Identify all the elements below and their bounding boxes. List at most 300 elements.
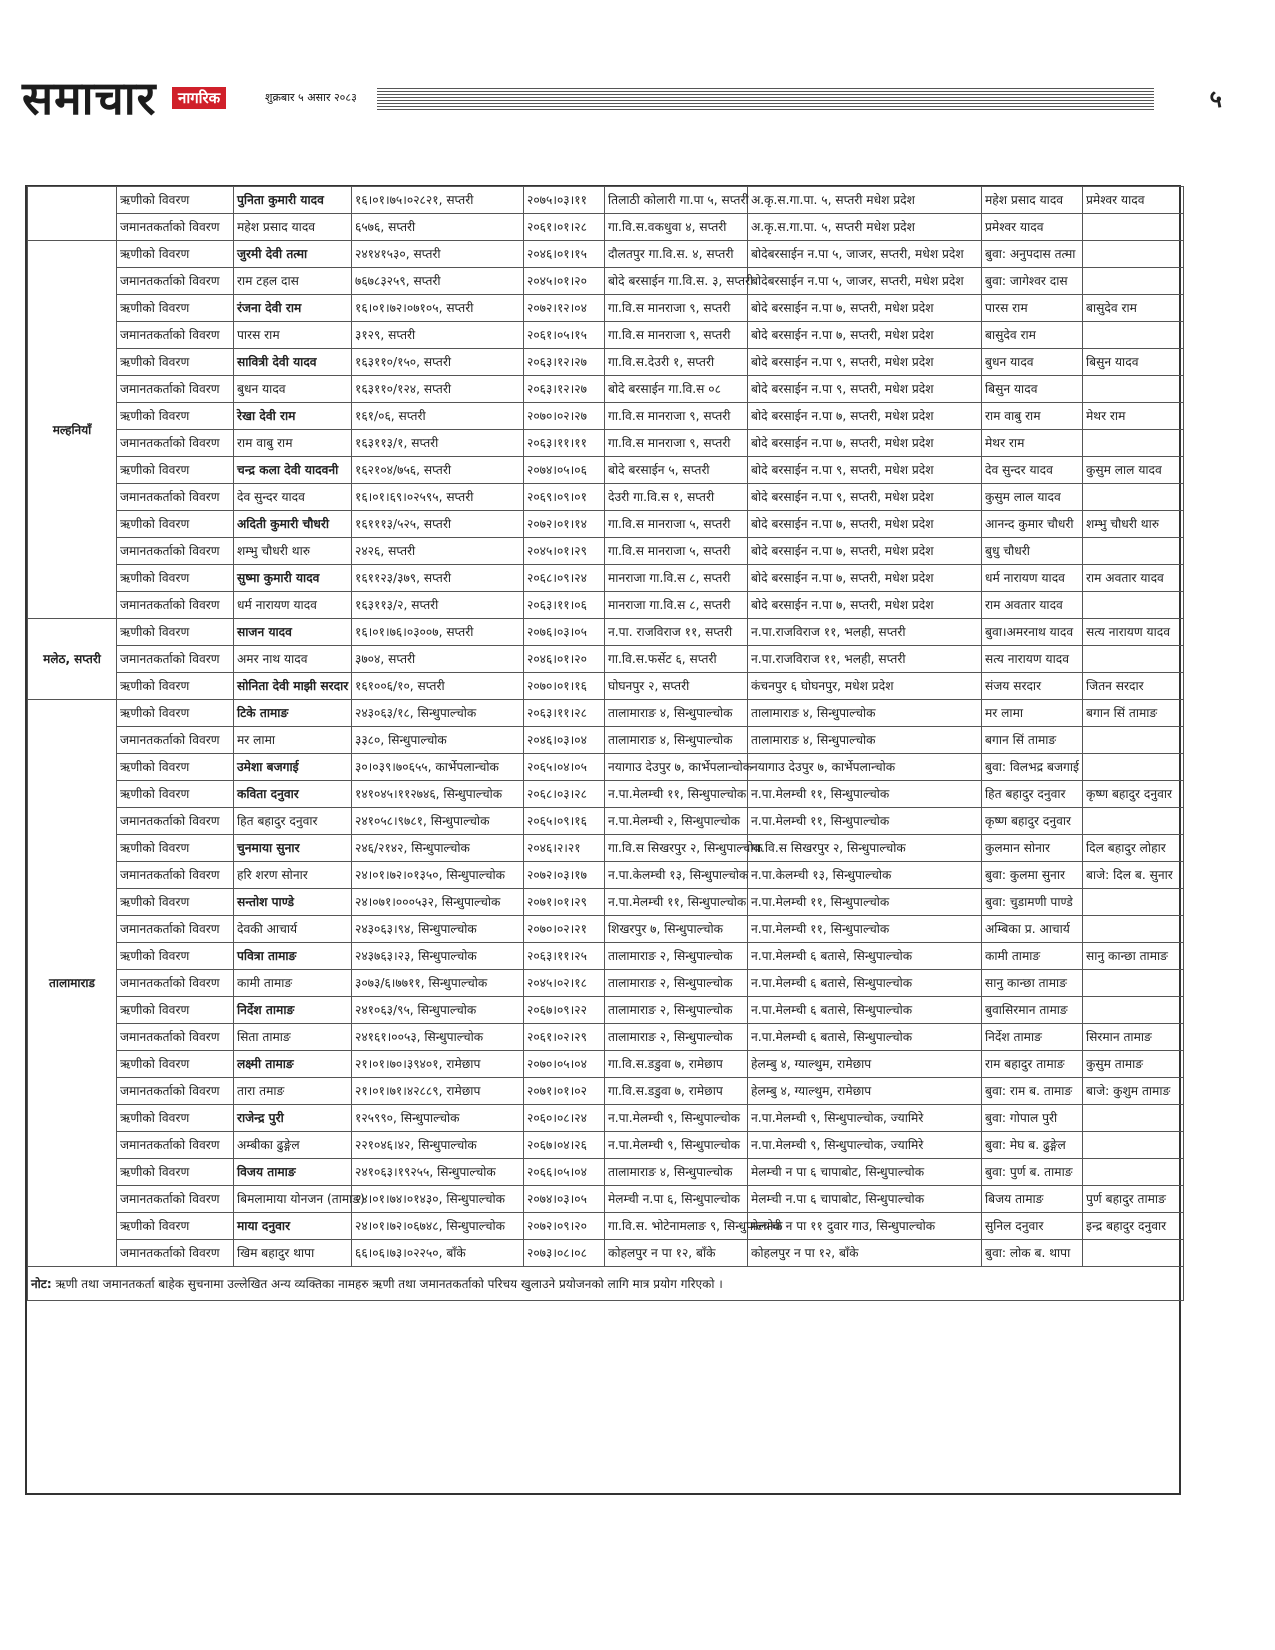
current-address-cell: न.पा.राजविराज ११, भलही, सप्तरी (748, 646, 982, 673)
relative-2-cell: इन्द्र बहादुर दनुवार (1083, 1213, 1184, 1240)
citizenship-id-cell: २४२६, सप्तरी (352, 538, 524, 565)
row-type-cell: ऋणीको विवरण (117, 1105, 234, 1132)
row-type-cell: जमानतकर्ताको विवरण (117, 484, 234, 511)
citizenship-id-cell: १२५९९०, सिन्धुपाल्चोक (352, 1105, 524, 1132)
relative-1-cell: बुवा: पुर्ण ब. तामाङ (982, 1159, 1083, 1186)
current-address-cell: मेलम्ची न.पा ६ चापाबोट, सिन्धुपाल्चोक (748, 1186, 982, 1213)
current-address-cell: बोदे बरसाईन न.पा ९, सप्तरी, मधेश प्रदेश (748, 484, 982, 511)
table-row (28, 1051, 1184, 1078)
issue-date-cell: २०७१।०१।२९ (524, 889, 605, 916)
current-address-cell: न.पा.मेलम्ची ९, सिन्धुपाल्चोक, ज्यामिरे (748, 1132, 982, 1159)
issue-date-cell: २०७२।०१।१४ (524, 511, 605, 538)
row-type-cell: ऋणीको विवरण (117, 457, 234, 484)
relative-1-cell: सुनिल दनुवार (982, 1213, 1083, 1240)
citizenship-id-cell: १६१००६/१०, सप्तरी (352, 673, 524, 700)
relative-2-cell (1083, 727, 1184, 754)
row-type-cell: ऋणीको विवरण (117, 187, 234, 214)
relative-1-cell: बुधु चौधरी (982, 538, 1083, 565)
person-name-cell: माया दनुवार (234, 1213, 352, 1240)
person-name-cell: साजन यादव (234, 619, 352, 646)
person-name-cell: हरि शरण सोनार (234, 862, 352, 889)
current-address-cell: न.पा.मेलम्ची ११, सिन्धुपाल्चोक (748, 916, 982, 943)
branch-region-cell: मलेठ, सप्तरी (28, 619, 117, 700)
person-name-cell: चुनमाया सुनार (234, 835, 352, 862)
permanent-address-cell: गा.वि.स. भोटेनामलाङ ९, सिन्धुपाल्चोक (605, 1213, 748, 1240)
current-address-cell: बोदे बरसाईन न.पा ७, सप्तरी, मधेश प्रदेश (748, 295, 982, 322)
citizenship-id-cell: ७६७८३२५९, सप्तरी (352, 268, 524, 295)
masthead (22, 70, 1222, 130)
current-address-cell: न.पा.मेलम्ची ६ बतासे, सिन्धुपाल्चोक (748, 1024, 982, 1051)
relative-2-cell (1083, 1132, 1184, 1159)
relative-1-cell: सत्य नारायण यादव (982, 646, 1083, 673)
current-address-cell: बोदे बरसाईन न.पा ७, सप्तरी, मधेश प्रदेश (748, 565, 982, 592)
table-row (28, 808, 1184, 835)
current-address-cell: न.पा.राजविराज ११, भलही, सप्तरी (748, 619, 982, 646)
row-type-cell: जमानतकर्ताको विवरण (117, 646, 234, 673)
permanent-address-cell: तिलाठी कोलारी गा.पा ५, सप्तरी (605, 187, 748, 214)
row-type-cell: जमानतकर्ताको विवरण (117, 1186, 234, 1213)
issue-date-cell: २०६७।०४।२६ (524, 1132, 605, 1159)
table-row (28, 916, 1184, 943)
relative-2-cell: कुसुम लाल यादव (1083, 457, 1184, 484)
table-row (28, 1105, 1184, 1132)
issue-date-cell: २०६१।०५।१५ (524, 322, 605, 349)
current-address-cell: बोदे बरसाईन न.पा ७, सप्तरी, मधेश प्रदेश (748, 592, 982, 619)
relative-2-cell: सिरमान तामाङ (1083, 1024, 1184, 1051)
table-row (28, 268, 1184, 295)
table-row (28, 592, 1184, 619)
person-name-cell: मर लामा (234, 727, 352, 754)
relative-2-cell (1083, 241, 1184, 268)
row-type-cell: ऋणीको विवरण (117, 1159, 234, 1186)
current-address-cell: न.पा.मेलम्ची ११, सिन्धुपाल्चोक (748, 781, 982, 808)
citizenship-id-cell: २४१०६३/९५, सिन्धुपाल्चोक (352, 997, 524, 1024)
person-name-cell: लक्ष्मी तामाङ (234, 1051, 352, 1078)
citizenship-id-cell: १६३११३/१, सप्तरी (352, 430, 524, 457)
permanent-address-cell: बोदे बरसाईन ५, सप्तरी (605, 457, 748, 484)
issue-date-cell: २०७१।०१।०२ (524, 1078, 605, 1105)
person-name-cell: महेश प्रसाद यादव (234, 214, 352, 241)
table-row (28, 1132, 1184, 1159)
relative-2-cell (1083, 484, 1184, 511)
relative-1-cell: कुसुम लाल यादव (982, 484, 1083, 511)
relative-1-cell: मर लामा (982, 700, 1083, 727)
table-row (28, 430, 1184, 457)
permanent-address-cell: बोदे बरसाईन गा.वि.स. ३, सप्तरी (605, 268, 748, 295)
table-row (28, 1024, 1184, 1051)
relative-2-cell (1083, 322, 1184, 349)
table-row (28, 943, 1184, 970)
table-row (28, 673, 1184, 700)
relative-2-cell (1083, 538, 1184, 565)
permanent-address-cell: मानराजा गा.वि.स ८, सप्तरी (605, 592, 748, 619)
issue-date-cell: २०४५।०१।२९ (524, 538, 605, 565)
permanent-address-cell: गा.वि.स मानराजा ५, सप्तरी (605, 538, 748, 565)
permanent-address-cell: तालामाराङ २, सिन्धुपाल्चोक (605, 943, 748, 970)
current-address-cell: बोदे बरसाईन न.पा ७, सप्तरी, मधेश प्रदेश (748, 538, 982, 565)
current-address-cell: न.पा.केलम्ची १३, सिन्धुपाल्चोक (748, 862, 982, 889)
current-address-cell: हेलम्बु ४, ग्याल्थुम, रामेछाप (748, 1051, 982, 1078)
issue-date-cell: २०६७।०९।२२ (524, 997, 605, 1024)
citizenship-id-cell: १६३११०/१५०, सप्तरी (352, 349, 524, 376)
table-row (28, 1159, 1184, 1186)
relative-2-cell (1083, 970, 1184, 997)
person-name-cell: खिम बहादुर थापा (234, 1240, 352, 1267)
relative-2-cell (1083, 889, 1184, 916)
current-address-cell: न.पा.मेलम्ची ११, सिन्धुपाल्चोक (748, 808, 982, 835)
row-type-cell: ऋणीको विवरण (117, 511, 234, 538)
citizenship-id-cell: २१।०१।७०।३९४०१, रामेछाप (352, 1051, 524, 1078)
citizenship-id-cell: १६११२३/३७९, सप्तरी (352, 565, 524, 592)
footnote (28, 1267, 1184, 1301)
table-row (28, 214, 1184, 241)
relative-1-cell: पारस राम (982, 295, 1083, 322)
citizenship-id-cell: १६२१०४/७५६, सप्तरी (352, 457, 524, 484)
relative-2-cell: बगान सिं तामाङ (1083, 700, 1184, 727)
permanent-address-cell: तालामाराङ २, सिन्धुपाल्चोक (605, 970, 748, 997)
table-row (28, 376, 1184, 403)
issue-date-cell: २०६५।०९।१६ (524, 808, 605, 835)
person-name-cell: अम्बीका ढुङ्गेल (234, 1132, 352, 1159)
permanent-address-cell: न.पा.मेलम्ची ९, सिन्धुपाल्चोक (605, 1132, 748, 1159)
relative-2-cell (1083, 1105, 1184, 1132)
relative-1-cell: अम्बिका प्र. आचार्य (982, 916, 1083, 943)
relative-1-cell: प्रमेश्वर यादव (982, 214, 1083, 241)
citizenship-id-cell: १६१/०६, सप्तरी (352, 403, 524, 430)
table-row (28, 511, 1184, 538)
relative-1-cell: बुवा: मेघ ब. ढुङ्गेल (982, 1132, 1083, 1159)
permanent-address-cell: न.पा.मेलम्ची ११, सिन्धुपाल्चोक (605, 889, 748, 916)
issue-date-cell: २०६३।११।२८ (524, 700, 605, 727)
table-row (28, 754, 1184, 781)
row-type-cell: जमानतकर्ताको विवरण (117, 430, 234, 457)
row-type-cell: जमानतकर्ताको विवरण (117, 727, 234, 754)
current-address-cell: बोदे बरसाईन न.पा ७, सप्तरी, मधेश प्रदेश (748, 511, 982, 538)
row-type-cell: जमानतकर्ताको विवरण (117, 862, 234, 889)
notice-table-container (25, 185, 1181, 1495)
person-name-cell: राम वाबु राम (234, 430, 352, 457)
citizenship-id-cell: ३७०४, सप्तरी (352, 646, 524, 673)
person-name-cell: अदिती कुमारी चौधरी (234, 511, 352, 538)
row-type-cell: जमानतकर्ताको विवरण (117, 322, 234, 349)
person-name-cell: धर्म नारायण यादव (234, 592, 352, 619)
relative-2-cell: कुसुम तामाङ (1083, 1051, 1184, 1078)
table-row (28, 781, 1184, 808)
issue-date-cell: २०६८।०३।२८ (524, 781, 605, 808)
page-number: ५ (1209, 85, 1222, 113)
issue-date-cell: २०६३।१२।२७ (524, 376, 605, 403)
relative-2-cell (1083, 1240, 1184, 1267)
row-type-cell: ऋणीको विवरण (117, 781, 234, 808)
issue-date-cell: २०७०।०२।२१ (524, 916, 605, 943)
citizenship-id-cell: २१।०१।७१।४२८८९, रामेछाप (352, 1078, 524, 1105)
relative-1-cell: राम बहादुर तामाङ (982, 1051, 1083, 1078)
person-name-cell: उमेशा बजगाई (234, 754, 352, 781)
borrower-guarantor-table (27, 186, 1184, 1301)
relative-2-cell: पुर्ण बहादुर तामाङ (1083, 1186, 1184, 1213)
permanent-address-cell: गा.वि.स.डडुवा ७, रामेछाप (605, 1051, 748, 1078)
row-type-cell: जमानतकर्ताको विवरण (117, 1024, 234, 1051)
permanent-address-cell: तालामाराङ ४, सिन्धुपाल्चोक (605, 1159, 748, 1186)
citizenship-id-cell: १६३११०/१२४, सप्तरी (352, 376, 524, 403)
issue-date-cell: २०६३।११।११ (524, 430, 605, 457)
person-name-cell: टिके तामाङ (234, 700, 352, 727)
permanent-address-cell: मानराजा गा.वि.स ८, सप्तरी (605, 565, 748, 592)
current-address-cell: न.पा.मेलम्ची ९, सिन्धुपाल्चोक, ज्यामिरे (748, 1105, 982, 1132)
permanent-address-cell: गा.वि.स मानराजा ५, सप्तरी (605, 511, 748, 538)
citizenship-id-cell: २४६/२१४२, सिन्धुपाल्चोक (352, 835, 524, 862)
row-type-cell: ऋणीको विवरण (117, 835, 234, 862)
table-row (28, 565, 1184, 592)
issue-date-cell: २०६६।०५।०४ (524, 1159, 605, 1186)
person-name-cell: हित बहादुर दनुवार (234, 808, 352, 835)
relative-2-cell: शम्भु चौधरी थारु (1083, 511, 1184, 538)
table-row (28, 322, 1184, 349)
relative-1-cell: संजय सरदार (982, 673, 1083, 700)
row-type-cell: जमानतकर्ताको विवरण (117, 916, 234, 943)
branch-region-cell: तालामाराड (28, 700, 117, 1267)
permanent-address-cell: तालामाराङ ४, सिन्धुपाल्चोक (605, 727, 748, 754)
issue-date-cell: २०६५।०४।०५ (524, 754, 605, 781)
permanent-address-cell: मेलम्ची न.पा ६, सिन्धुपाल्चोक (605, 1186, 748, 1213)
relative-2-cell: बिसुन यादव (1083, 349, 1184, 376)
relative-2-cell (1083, 592, 1184, 619)
current-address-cell: अ.कृ.स.गा.पा. ५, सप्तरी मधेश प्रदेश (748, 187, 982, 214)
issue-date-cell: २०७४।०३।०५ (524, 1186, 605, 1213)
table-row (28, 538, 1184, 565)
permanent-address-cell: तालामाराङ ४, सिन्धुपाल्चोक (605, 700, 748, 727)
relative-1-cell: बुवा: लोक ब. थापा (982, 1240, 1083, 1267)
table-row (28, 646, 1184, 673)
relative-2-cell: बासुदेव राम (1083, 295, 1184, 322)
citizenship-id-cell: २४।०१।७२।०१३५०, सिन्धुपाल्चोक (352, 862, 524, 889)
newspaper-logo-badge: नागरिक (172, 87, 226, 109)
relative-2-cell (1083, 997, 1184, 1024)
footnote-label: नोट: (31, 1276, 52, 1291)
section-title: समाचार (22, 71, 157, 125)
current-address-cell: तालामाराङ ४, सिन्धुपाल्चोक (748, 727, 982, 754)
permanent-address-cell: तालामाराङ २, सिन्धुपाल्चोक (605, 1024, 748, 1051)
citizenship-id-cell: २४१०६३।१९२५५, सिन्धुपाल्चोक (352, 1159, 524, 1186)
current-address-cell: बोदेबरसाईन न.पा ५, जाजर, सप्तरी, मधेश प्रदेश (748, 268, 982, 295)
table-row (28, 997, 1184, 1024)
permanent-address-cell: गा.वि.स मानराजा ९, सप्तरी (605, 322, 748, 349)
row-type-cell: ऋणीको विवरण (117, 1213, 234, 1240)
relative-1-cell: राम वाबु राम (982, 403, 1083, 430)
row-type-cell: ऋणीको विवरण (117, 673, 234, 700)
permanent-address-cell: न.पा.केलम्ची १३, सिन्धुपाल्चोक (605, 862, 748, 889)
person-name-cell: जुरमी देवी तत्मा (234, 241, 352, 268)
issue-date-cell: २०७४।०५।०६ (524, 457, 605, 484)
table-row (28, 970, 1184, 997)
relative-2-cell: प्रमेश्वर यादव (1083, 187, 1184, 214)
relative-1-cell: कृष्ण बहादुर दनुवार (982, 808, 1083, 835)
citizenship-id-cell: १६।०१।७५।०२८२१, सप्तरी (352, 187, 524, 214)
relative-1-cell: बगान सिं तामाङ (982, 727, 1083, 754)
issue-date-cell: २०७५।०३।११ (524, 187, 605, 214)
permanent-address-cell: दौलतपुर गा.वि.स. ४, सप्तरी (605, 241, 748, 268)
citizenship-id-cell: २४३०६३।९४, सिन्धुपाल्चोक (352, 916, 524, 943)
person-name-cell: देव सुन्दर यादव (234, 484, 352, 511)
row-type-cell: ऋणीको विवरण (117, 241, 234, 268)
relative-1-cell: बुवा: कुलमा सुनार (982, 862, 1083, 889)
relative-1-cell: बुवा: अनुपदास तत्मा (982, 241, 1083, 268)
relative-1-cell: बिसुन यादव (982, 376, 1083, 403)
relative-2-cell (1083, 754, 1184, 781)
relative-1-cell: कुलमान सोनार (982, 835, 1083, 862)
permanent-address-cell: गा.वि.स.वकधुवा ४, सप्तरी (605, 214, 748, 241)
citizenship-id-cell: १६।०१।६९।०२५९५, सप्तरी (352, 484, 524, 511)
current-address-cell: बोदे बरसाईन न.पा ७, सप्तरी, मधेश प्रदेश (748, 403, 982, 430)
relative-1-cell: धर्म नारायण यादव (982, 565, 1083, 592)
table-row (28, 187, 1184, 214)
relative-1-cell: बुवा: विलभद्र बजगाई (982, 754, 1083, 781)
current-address-cell: बोदे बरसाईन न.पा ७, सप्तरी, मधेश प्रदेश (748, 322, 982, 349)
citizenship-id-cell: २४।०१।७२।०६७४८, सिन्धुपाल्चोक (352, 1213, 524, 1240)
person-name-cell: बिमलामाया योनजन (तामाङ) (234, 1186, 352, 1213)
issue-date-cell: २०७०।०५।०४ (524, 1051, 605, 1078)
relative-1-cell: मेथर राम (982, 430, 1083, 457)
table-row (28, 1078, 1184, 1105)
person-name-cell: तारा तमाङ (234, 1078, 352, 1105)
permanent-address-cell: गा.वि.स सिखरपुर २, सिन्धुपाल्चोक (605, 835, 748, 862)
issue-date-cell: २०७३।०८।०८ (524, 1240, 605, 1267)
citizenship-id-cell: १६३११३/२, सप्तरी (352, 592, 524, 619)
permanent-address-cell: न.पा.मेलम्ची ९, सिन्धुपाल्चोक (605, 1105, 748, 1132)
issue-date-cell: २०७०।०१।१६ (524, 673, 605, 700)
current-address-cell: मेलम्ची न पा ६ चापाबोट, सिन्धुपाल्चोक (748, 1159, 982, 1186)
citizenship-id-cell: २४१६१।००५३, सिन्धुपाल्चोक (352, 1024, 524, 1051)
row-type-cell: ऋणीको विवरण (117, 619, 234, 646)
permanent-address-cell: न.पा.मेलम्ची ११, सिन्धुपाल्चोक (605, 781, 748, 808)
current-address-cell: मेलम्ची न पा ११ दुवार गाउ, सिन्धुपाल्चोक (748, 1213, 982, 1240)
row-type-cell: जमानतकर्ताको विवरण (117, 376, 234, 403)
relative-2-cell: सानु कान्छा तामाङ (1083, 943, 1184, 970)
person-name-cell: पवित्रा तामाङ (234, 943, 352, 970)
issue-date-cell: २०६९।०९।०१ (524, 484, 605, 511)
permanent-address-cell: न.पा.मेलम्ची २, सिन्धुपाल्चोक (605, 808, 748, 835)
person-name-cell: शम्भु चौधरी थारु (234, 538, 352, 565)
relative-2-cell: जितन सरदार (1083, 673, 1184, 700)
relative-1-cell: बासुदेव राम (982, 322, 1083, 349)
table-row (28, 349, 1184, 376)
person-name-cell: कामी तामाङ (234, 970, 352, 997)
relative-1-cell: हित बहादुर दनुवार (982, 781, 1083, 808)
relative-2-cell: बाजे: दिल ब. सुनार (1083, 862, 1184, 889)
table-row (28, 835, 1184, 862)
person-name-cell: कविता दनुवार (234, 781, 352, 808)
relative-1-cell: देव सुन्दर यादव (982, 457, 1083, 484)
table-row (28, 1240, 1184, 1267)
person-name-cell: सन्तोश पाण्डे (234, 889, 352, 916)
table-row (28, 1213, 1184, 1240)
permanent-address-cell: गा.वि.स.डडुवा ७, रामेछाप (605, 1078, 748, 1105)
table-row (28, 295, 1184, 322)
citizenship-id-cell: २२१०४६।४२, सिन्धुपाल्चोक (352, 1132, 524, 1159)
row-type-cell: ऋणीको विवरण (117, 565, 234, 592)
current-address-cell: कोहलपुर न पा १२, बाँके (748, 1240, 982, 1267)
relative-1-cell: बुवा: गोपाल पुरी (982, 1105, 1083, 1132)
row-type-cell: जमानतकर्ताको विवरण (117, 808, 234, 835)
citizenship-id-cell: ३१२९, सप्तरी (352, 322, 524, 349)
relative-1-cell: बुवा।अमरनाथ यादव (982, 619, 1083, 646)
current-address-cell: न.पा.मेलम्ची ६ बतासे, सिन्धुपाल्चोक (748, 970, 982, 997)
relative-1-cell: राम अवतार यादव (982, 592, 1083, 619)
person-name-cell: रेखा देवी राम (234, 403, 352, 430)
issue-date-cell: २०४६।०१।१५ (524, 241, 605, 268)
row-type-cell: ऋणीको विवरण (117, 889, 234, 916)
table-row (28, 619, 1184, 646)
current-address-cell: बोदे बरसाईन न.पा ९, सप्तरी, मधेश प्रदेश (748, 349, 982, 376)
current-address-cell: गा.वि.स सिखरपुर २, सिन्धुपाल्चोक (748, 835, 982, 862)
citizenship-id-cell: १६।०१।७६।०३००७, सप्तरी (352, 619, 524, 646)
relative-1-cell: निर्देश तामाङ (982, 1024, 1083, 1051)
issue-date-cell: २०६३।१२।२७ (524, 349, 605, 376)
relative-2-cell (1083, 268, 1184, 295)
citizenship-id-cell: ३३८०, सिन्धुपाल्चोक (352, 727, 524, 754)
relative-2-cell: दिल बहादुर लोहार (1083, 835, 1184, 862)
current-address-cell: बोदे बरसाईन न.पा ९, सप्तरी, मधेश प्रदेश (748, 376, 982, 403)
citizenship-id-cell: ६५७६, सप्तरी (352, 214, 524, 241)
row-type-cell: ऋणीको विवरण (117, 754, 234, 781)
row-type-cell: जमानतकर्ताको विवरण (117, 268, 234, 295)
person-name-cell: पुनिता कुमारी यादव (234, 187, 352, 214)
relative-1-cell: बुधन यादव (982, 349, 1083, 376)
permanent-address-cell: नयागाउ देउपुर ७, कार्भेपलान्चोक (605, 754, 748, 781)
relative-2-cell (1083, 214, 1184, 241)
person-name-cell: सिता तामाङ (234, 1024, 352, 1051)
permanent-address-cell: गा.वि.स.फर्सेट ६, सप्तरी (605, 646, 748, 673)
permanent-address-cell: कोहलपुर न पा १२, बाँके (605, 1240, 748, 1267)
citizenship-id-cell: ३०७३/६।७७११, सिन्धुपाल्चोक (352, 970, 524, 997)
issue-date-cell: २०६०।०८।२४ (524, 1105, 605, 1132)
issue-date-cell: २०७२।०९।२० (524, 1213, 605, 1240)
person-name-cell: पारस राम (234, 322, 352, 349)
person-name-cell: विजय तामाङ (234, 1159, 352, 1186)
permanent-address-cell: गा.वि.स मानराजा ९, सप्तरी (605, 295, 748, 322)
issue-date-cell: २०४६।०१।२० (524, 646, 605, 673)
table-row (28, 484, 1184, 511)
current-address-cell: तालामाराङ ४, सिन्धुपाल्चोक (748, 700, 982, 727)
row-type-cell: ऋणीको विवरण (117, 997, 234, 1024)
branch-region-cell (28, 187, 117, 241)
table-row (28, 889, 1184, 916)
citizenship-id-cell: २४३०६३/१८, सिन्धुपाल्चोक (352, 700, 524, 727)
relative-1-cell: आनन्द कुमार चौधरी (982, 511, 1083, 538)
person-name-cell: अमर नाथ यादव (234, 646, 352, 673)
current-address-cell: न.पा.मेलम्ची ६ बतासे, सिन्धुपाल्चोक (748, 943, 982, 970)
row-type-cell: ऋणीको विवरण (117, 700, 234, 727)
citizenship-id-cell: ३०।०३९।७०६५५, कार्भेपलान्चोक (352, 754, 524, 781)
person-name-cell: सुष्मा कुमारी यादव (234, 565, 352, 592)
row-type-cell: ऋणीको विवरण (117, 1051, 234, 1078)
issue-date-cell: २०४६।२।२१ (524, 835, 605, 862)
issue-date-cell: २०७२।१२।०४ (524, 295, 605, 322)
row-type-cell: जमानतकर्ताको विवरण (117, 538, 234, 565)
citizenship-id-cell: २४१४१५३०, सप्तरी (352, 241, 524, 268)
current-address-cell: अ.कृ.स.गा.पा. ५, सप्तरी मधेश प्रदेश (748, 214, 982, 241)
relative-2-cell: सत्य नारायण यादव (1083, 619, 1184, 646)
relative-1-cell: बुवा: चुडामणी पाण्डे (982, 889, 1083, 916)
table-row (28, 1186, 1184, 1213)
row-type-cell: ऋणीको विवरण (117, 349, 234, 376)
permanent-address-cell: तालामाराङ २, सिन्धुपाल्चोक (605, 997, 748, 1024)
citizenship-id-cell: ६६।०६।७३।०२२५०, बाँके (352, 1240, 524, 1267)
issue-date-cell: २०६१।०२।२९ (524, 1024, 605, 1051)
current-address-cell: कंचनपुर ६ घोघनपुर, मधेश प्रदेश (748, 673, 982, 700)
person-name-cell: चन्द्र कला देवी यादवनी (234, 457, 352, 484)
relative-1-cell: बुवासिरमान तामाङ (982, 997, 1083, 1024)
